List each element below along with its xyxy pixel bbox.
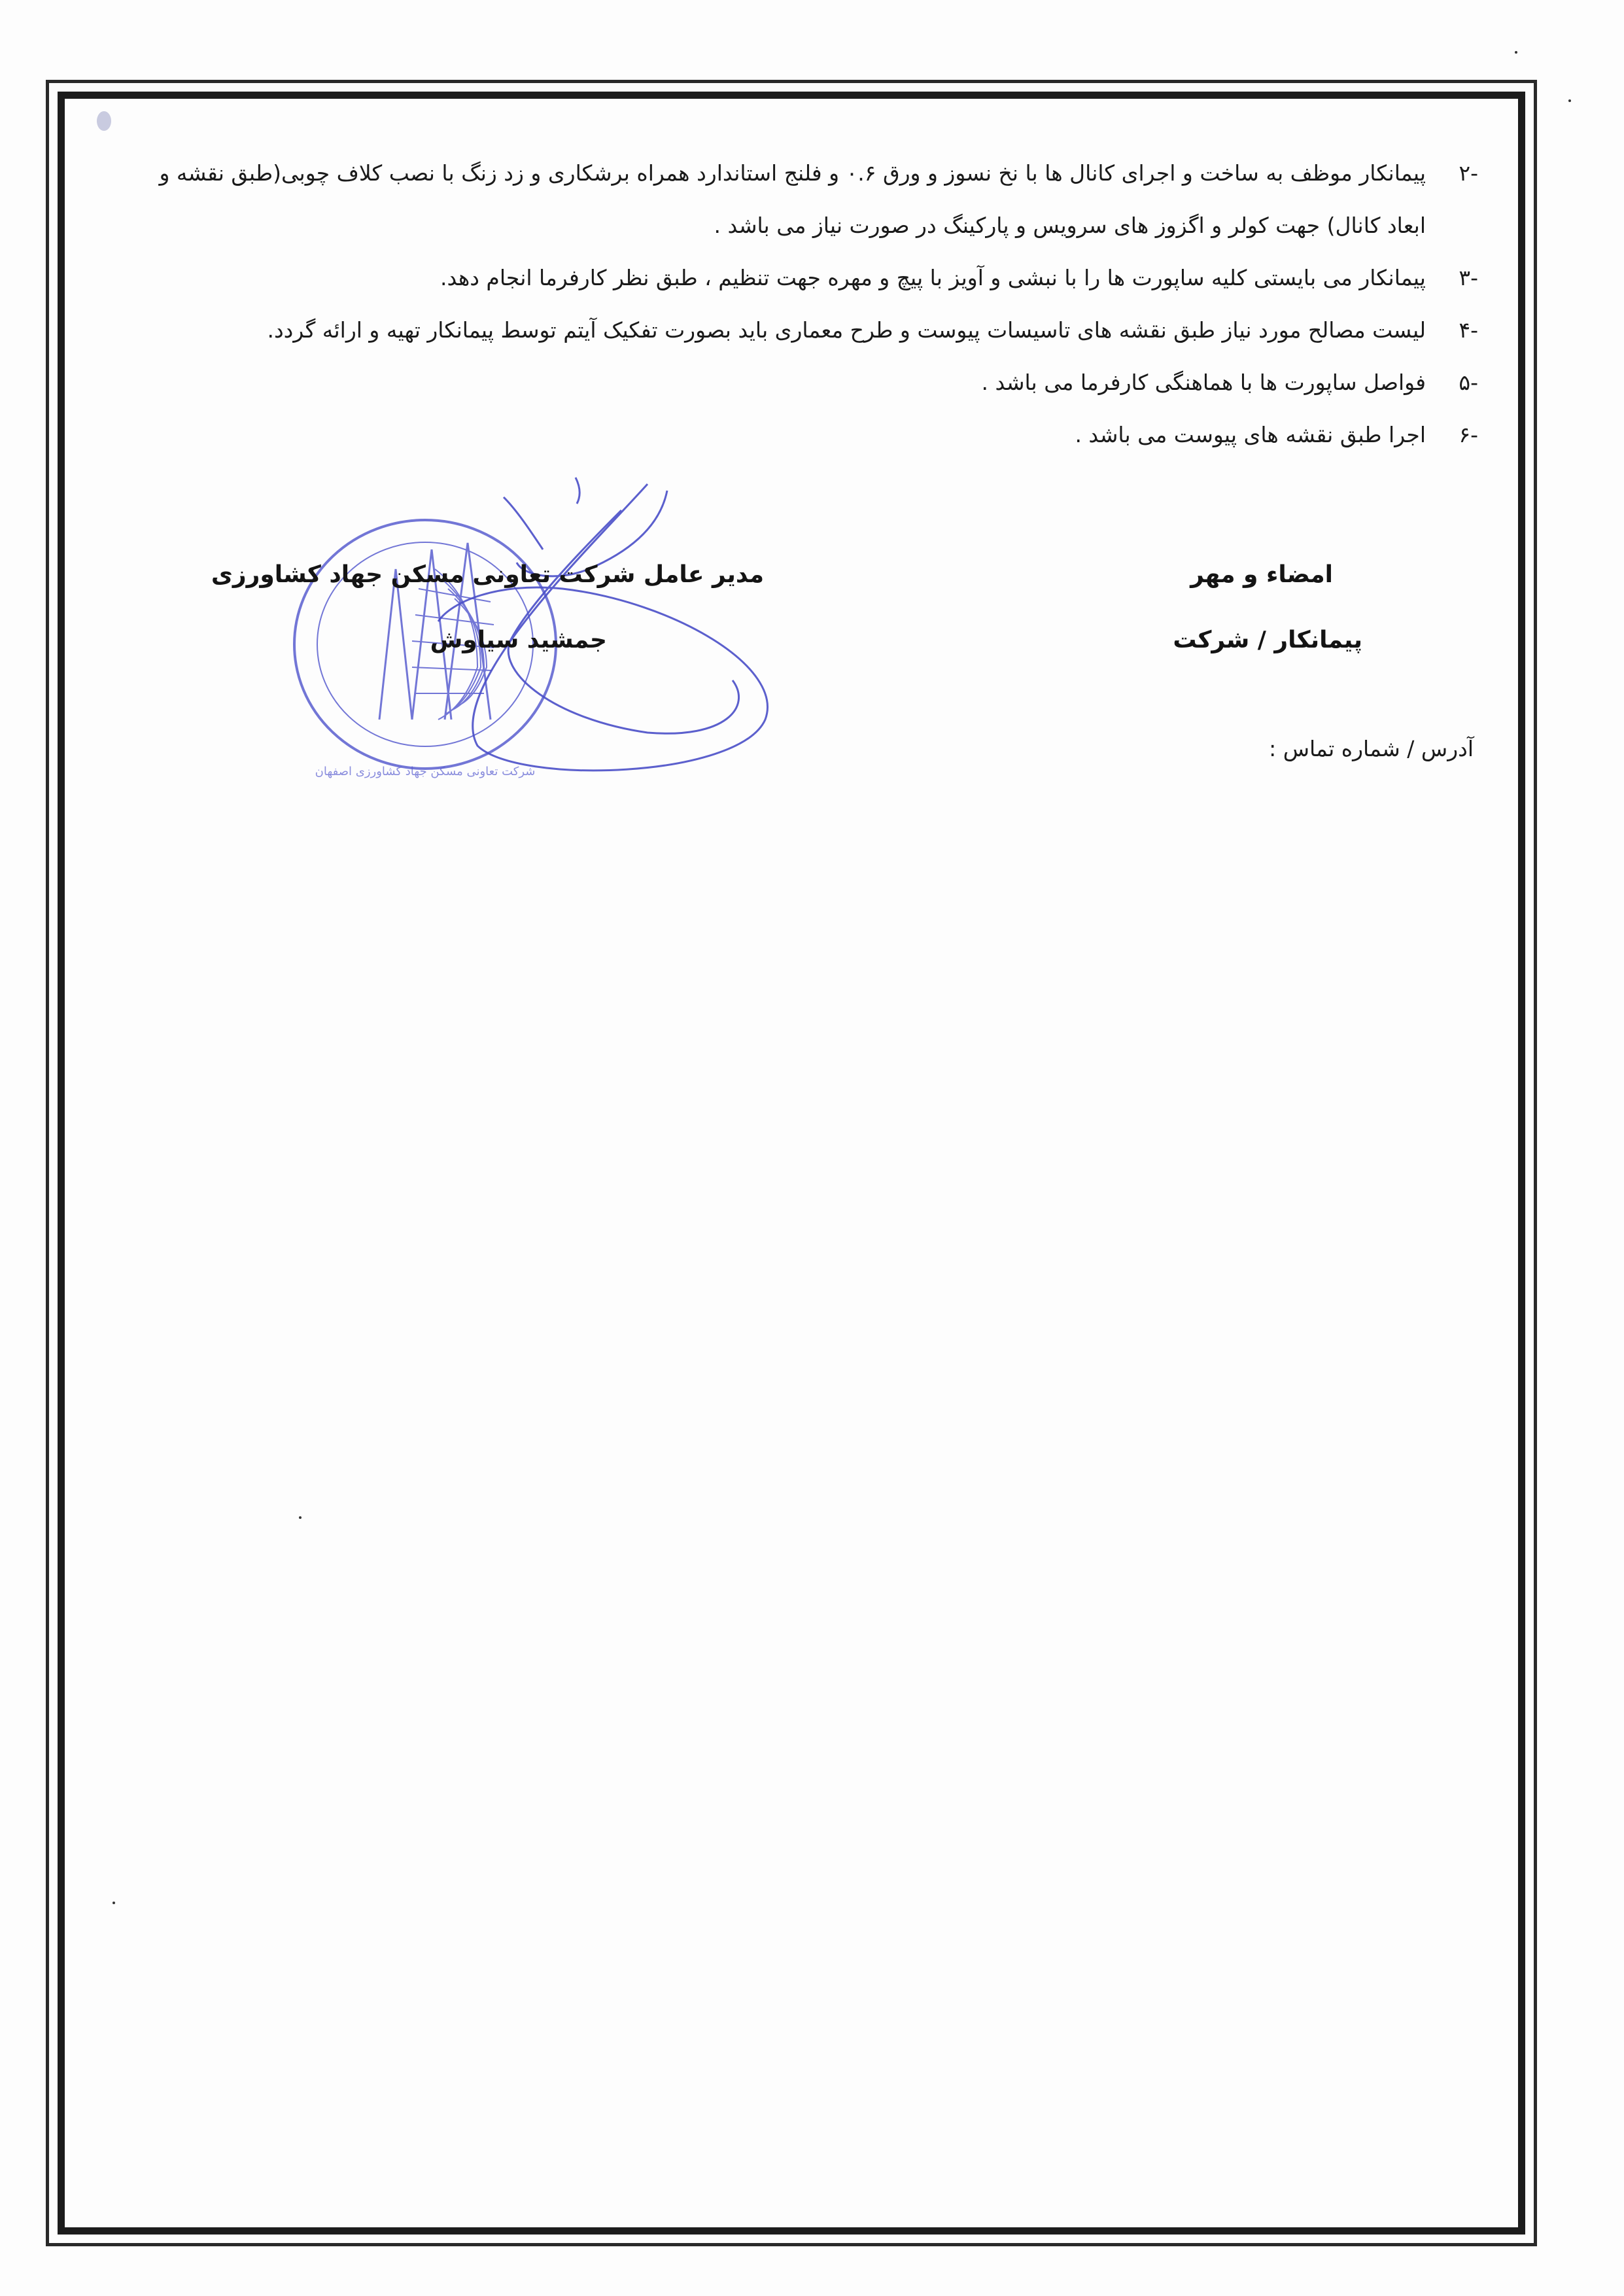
item-number: -۴: [1459, 317, 1478, 343]
item-text: پیمانکار می بایستی کلیه ساپورت ها را با نبشی و آویز با پیچ و مهره جهت تنظیم ، طبق نظر کارفرما انجام دهد.: [440, 265, 1426, 290]
list-item: [118, 252, 1478, 304]
item-text: لیست مصالح مورد نیاز طبق نقشه های تاسیسات پیوست و طرح معماری باید بصورت تفکیک آیتم توسط پیمانکار تهیه و ارائه گردد.: [267, 317, 1426, 343]
list-item: [118, 409, 1478, 461]
contact-label: آدرس / شماره تماس :: [1269, 736, 1474, 761]
scan-speck: [1515, 51, 1517, 54]
item-number: -۲: [1459, 160, 1478, 186]
scan-speck: [299, 1516, 302, 1519]
stamp-ring-text: شرکت تعاونی مسکن جهاد کشاورزی اصفهان: [315, 765, 536, 778]
list-item: [118, 147, 1478, 252]
scan-speck: [97, 111, 111, 131]
signature-label-right-2: پیمانکار / شرکت: [1173, 627, 1362, 653]
signature-label-left-1: مدیر عامل شرکت تعاونی مسکن جهاد کشاورزی: [211, 561, 764, 588]
item-number: -۳: [1459, 265, 1478, 290]
item-text: پیمانکار موظف به ساخت و اجرای کانال ها با نخ نسوز و ورق ۰.۶ و فلنج استاندارد همراه برشکاری و زد زنگ با نصب کلاف چوبی(طبق نقشه و ابعاد کانال) جهت کولر و اگزوز های سرویس و پارکینگ در صورت نیاز می باشد .: [159, 160, 1426, 238]
scan-speck: [112, 1902, 115, 1904]
item-number: -۵: [1459, 370, 1478, 395]
list-item: [118, 304, 1478, 357]
item-text: اجرا طبق نقشه های پیوست می باشد .: [1075, 422, 1426, 447]
signature-label-right-1: امضاء و مهر: [1190, 561, 1333, 588]
item-number: -۶: [1459, 422, 1478, 447]
list-item: [118, 357, 1478, 409]
requirements-list: [118, 147, 1478, 461]
item-text: فواصل ساپورت ها با هماهنگی کارفرما می باشد .: [981, 370, 1426, 395]
scan-speck: [1568, 99, 1571, 102]
signature-label-left-2: جمشید سیاوش: [430, 627, 607, 653]
